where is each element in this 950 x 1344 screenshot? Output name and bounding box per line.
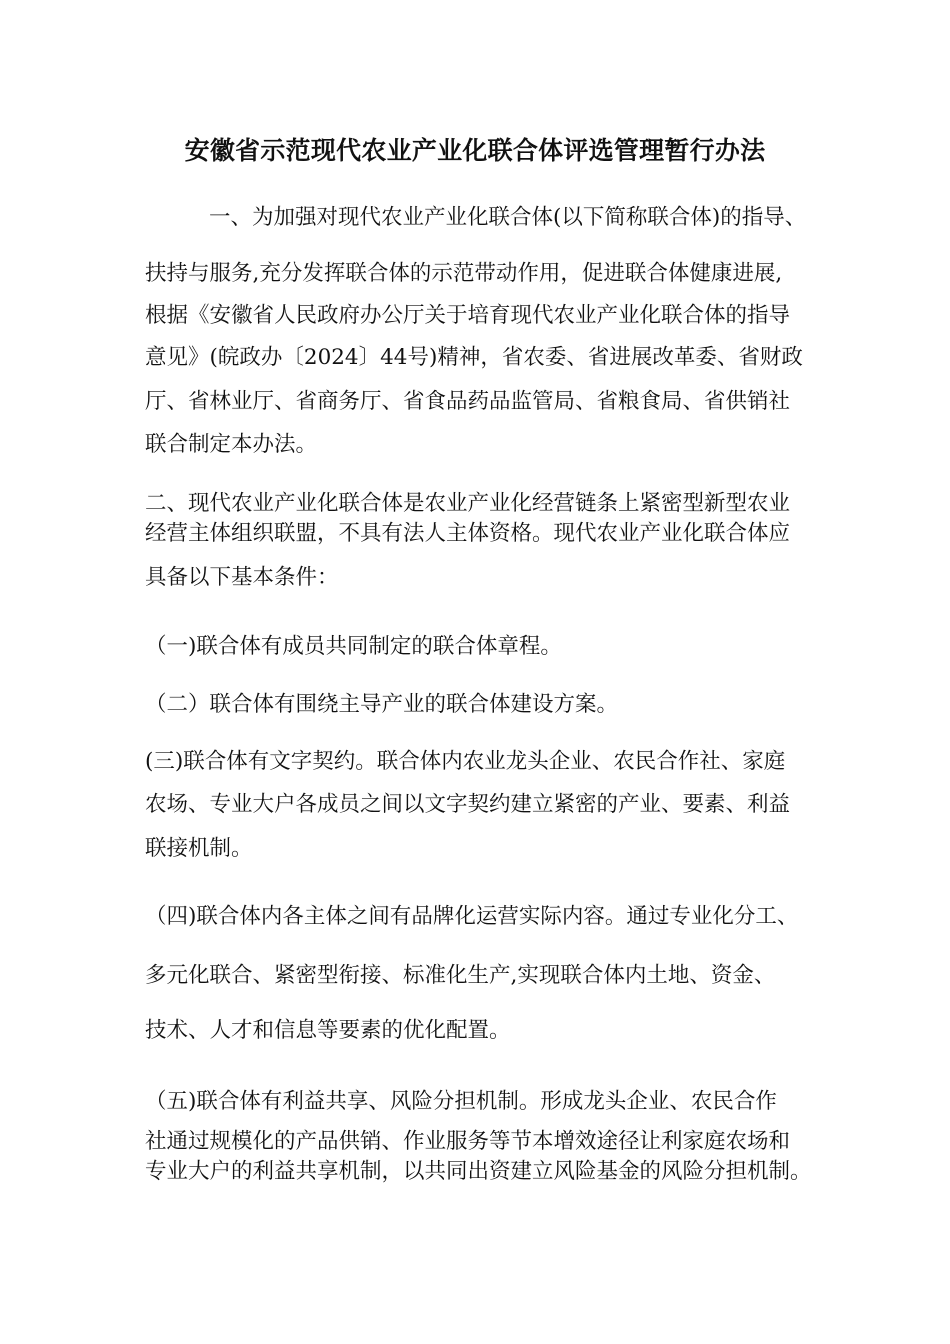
paragraph-1-line-5: 厅、省林业厅、省商务厅、省食品药品监管局、省粮食局、省供销社	[145, 389, 791, 414]
condition-3-line-2: 农场、专业大户各成员之间以文字契约建立紧密的产业、要素、利益	[145, 792, 791, 817]
paragraph-2-line-3: 具备以下基本条件：	[145, 565, 339, 590]
condition-3-line-3: 联接机制。	[145, 836, 253, 861]
condition-2: （二）联合体有围绕主导产业的联合体建设方案。	[145, 692, 619, 717]
paragraph-1-line-6: 联合制定本办法。	[145, 432, 318, 457]
paragraph-1-line-2: 扶持与服务,充分发挥联合体的示范带动作用，促进联合体健康进展,	[145, 261, 783, 286]
paragraph-1-line-4: 意见》(皖政办〔2024〕44号)精神，省农委、省进展改革委、省财政	[145, 345, 803, 370]
condition-4-line-2: 多元化联合、紧密型衔接、标准化生产,实现联合体内土地、资金、	[145, 963, 776, 988]
paragraph-1-line-3: 根据《安徽省人民政府办公厅关于培育现代农业产业化联合体的指导	[145, 303, 791, 328]
document-title: 安徽省示范现代农业产业化联合体评选管理暂行办法	[184, 136, 766, 165]
condition-4-line-3: 技术、人才和信息等要素的优化配置。	[145, 1018, 511, 1043]
paragraph-2-line-2: 经营主体组织联盟，不具有法人主体资格。现代农业产业化联合体应	[145, 521, 791, 546]
condition-4-line-1: （四)联合体内各主体之间有品牌化运营实际内容。通过专业化分工、	[145, 904, 799, 929]
condition-1: （一)联合体有成员共同制定的联合体章程。	[145, 634, 562, 659]
condition-5-line-1: （五)联合体有利益共享、风险分担机制。形成龙头企业、农民合作	[145, 1089, 777, 1114]
condition-3-line-1: (三)联合体有文字契约。联合体内农业龙头企业、农民合作社、家庭	[145, 749, 786, 774]
paragraph-2-line-1: 二、现代农业产业化联合体是农业产业化经营链条上紧密型新型农业	[145, 491, 791, 516]
condition-5-line-2: 社通过规模化的产品供销、作业服务等节本增效途径让利家庭农场和	[145, 1129, 791, 1154]
condition-5-line-3: 专业大户的利益共享机制，以共同出资建立风险基金的风险分担机制。	[145, 1159, 812, 1184]
paragraph-1-line-1: 一、为加强对现代农业产业化联合体(以下简称联合体)的指导、	[209, 205, 807, 230]
